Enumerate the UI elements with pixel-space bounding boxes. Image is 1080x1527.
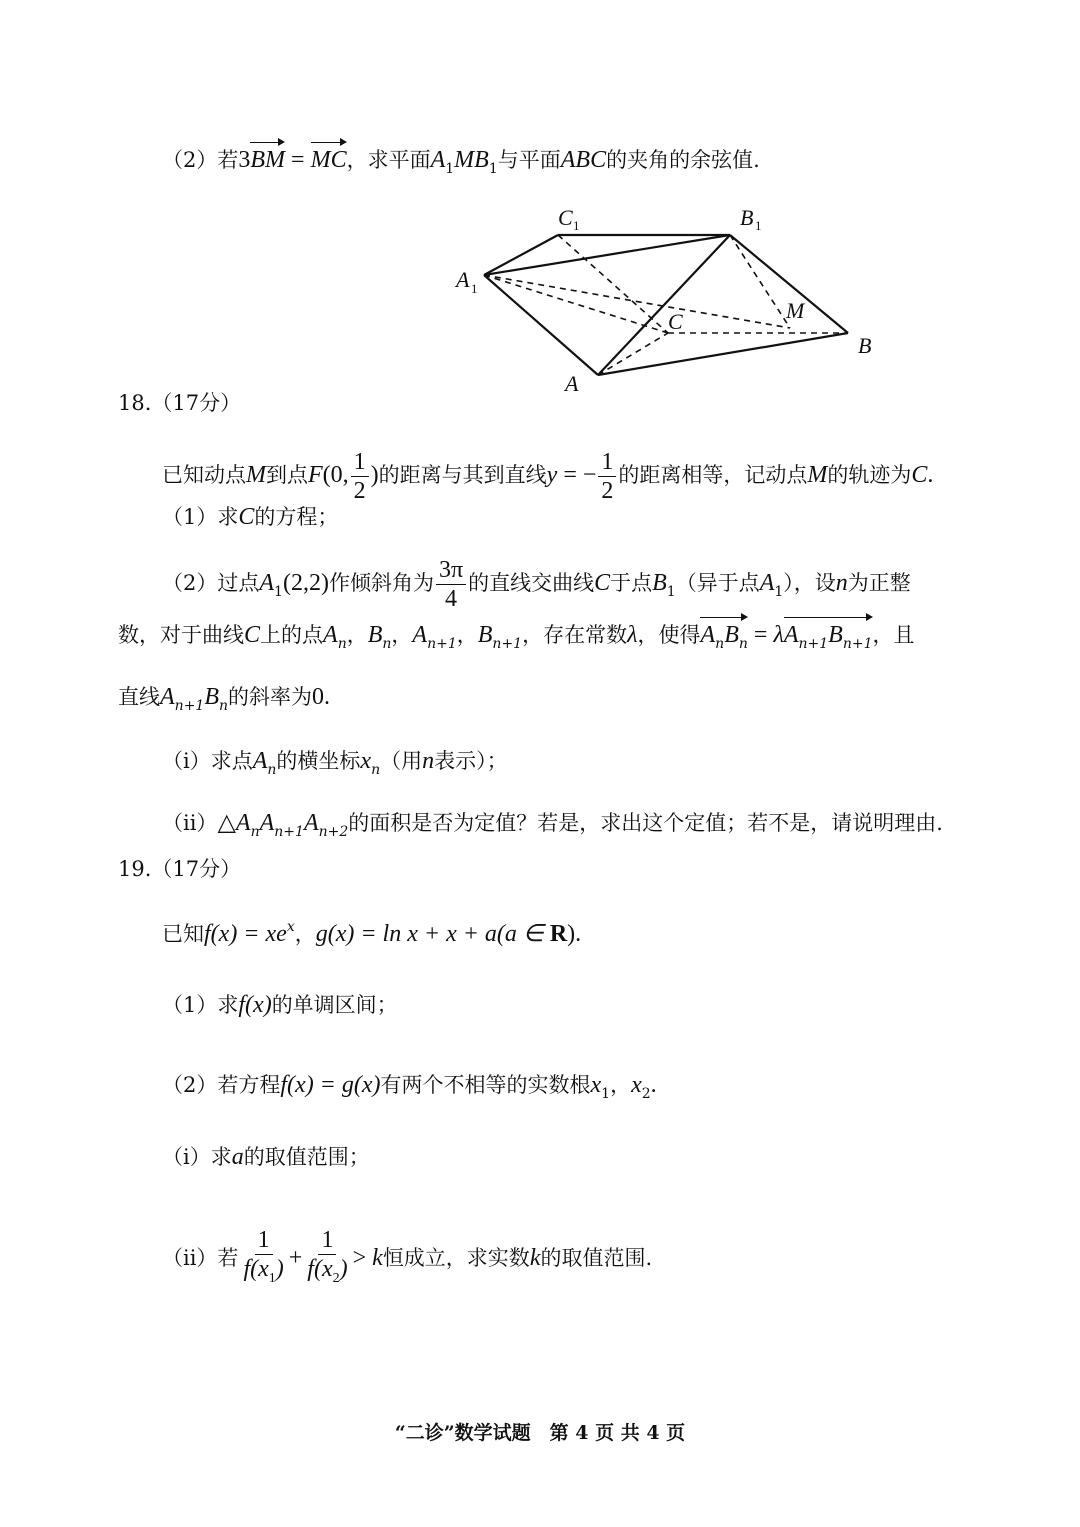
label-b1-sub: 1	[755, 218, 762, 233]
label-a1-sub: 1	[471, 281, 478, 296]
label-a1: A	[456, 267, 470, 292]
q18-part2-cont2: 直线$A_{n+1}B_n$的斜率为0.	[118, 684, 331, 714]
q19-part1: （1）求f(x)的单调区间；	[162, 992, 398, 1018]
label-c1: C	[558, 205, 573, 230]
prism-figure	[440, 195, 900, 405]
label-a: A	[565, 371, 579, 396]
label-m: M	[786, 298, 805, 323]
q19-heading: 19.（17分）	[118, 857, 242, 881]
q19-part2: （2）若方程f(x) = g(x)有两个不相等的实数根$x_1$，$x_2$.	[162, 1072, 657, 1102]
q18-part2: （2）过点$A_1(2,2)$作倾斜角为 $\frac{3\pi}{4}$ 的直线交曲线C于点$B_1$（异于点$A_1$），设n为正整	[162, 557, 911, 612]
q18-part2-i: （i）求点$A_n$的横坐标$x_n$（用n表示）；	[162, 748, 508, 778]
q18-part1: （1）求C的方程；	[162, 504, 339, 530]
q18-heading: 18.（17分）	[118, 391, 242, 415]
q19-statement: 已知$f(x) = xe^x$，g(x) = ln x + x + a(a ∈ R).	[162, 919, 582, 947]
q18-part2-cont: 数，对于曲线C上的点$A_n$，$B_n$，$A_{n+1}$，$B_{n+1}$，存在常数λ，使得$A_nB_n = \lambda A_{n+1}B_{n+1}$，且	[118, 620, 915, 659]
q18-statement: 已知动点M到点F(0, $\frac{1}{2}$ )的距离与其到直线y = − $\frac{1}{2}$ 的距离相等，记动点M的轨迹为C.	[162, 449, 934, 504]
label-b1: B	[740, 205, 754, 230]
label-b: B	[858, 333, 872, 358]
label-c: C	[668, 309, 683, 334]
q19-part2-ii: （ii）若 $\frac{1}{f(x_1)}$ + $\frac{1}{f(x_2)}$ > k恒成立，求实数k的取值范围.	[162, 1227, 653, 1286]
page-footer: “二诊”数学试题 第 4 页 共 4 页	[394, 1422, 686, 1444]
label-c1-sub: 1	[573, 218, 580, 233]
q18-part2-ii: $(ii)\triangle A_nA_{n+1}A_{n+2}$的面积是否为定值？若是，求出这个定值；若不是，请说明理由.	[162, 810, 943, 840]
q19-part2-i: （i）求a的取值范围；	[162, 1144, 370, 1170]
q17-part2: （2）若3BM = MC，求平面$A_1MB_1$与平面ABC的夹角的余弦值.	[162, 147, 760, 177]
